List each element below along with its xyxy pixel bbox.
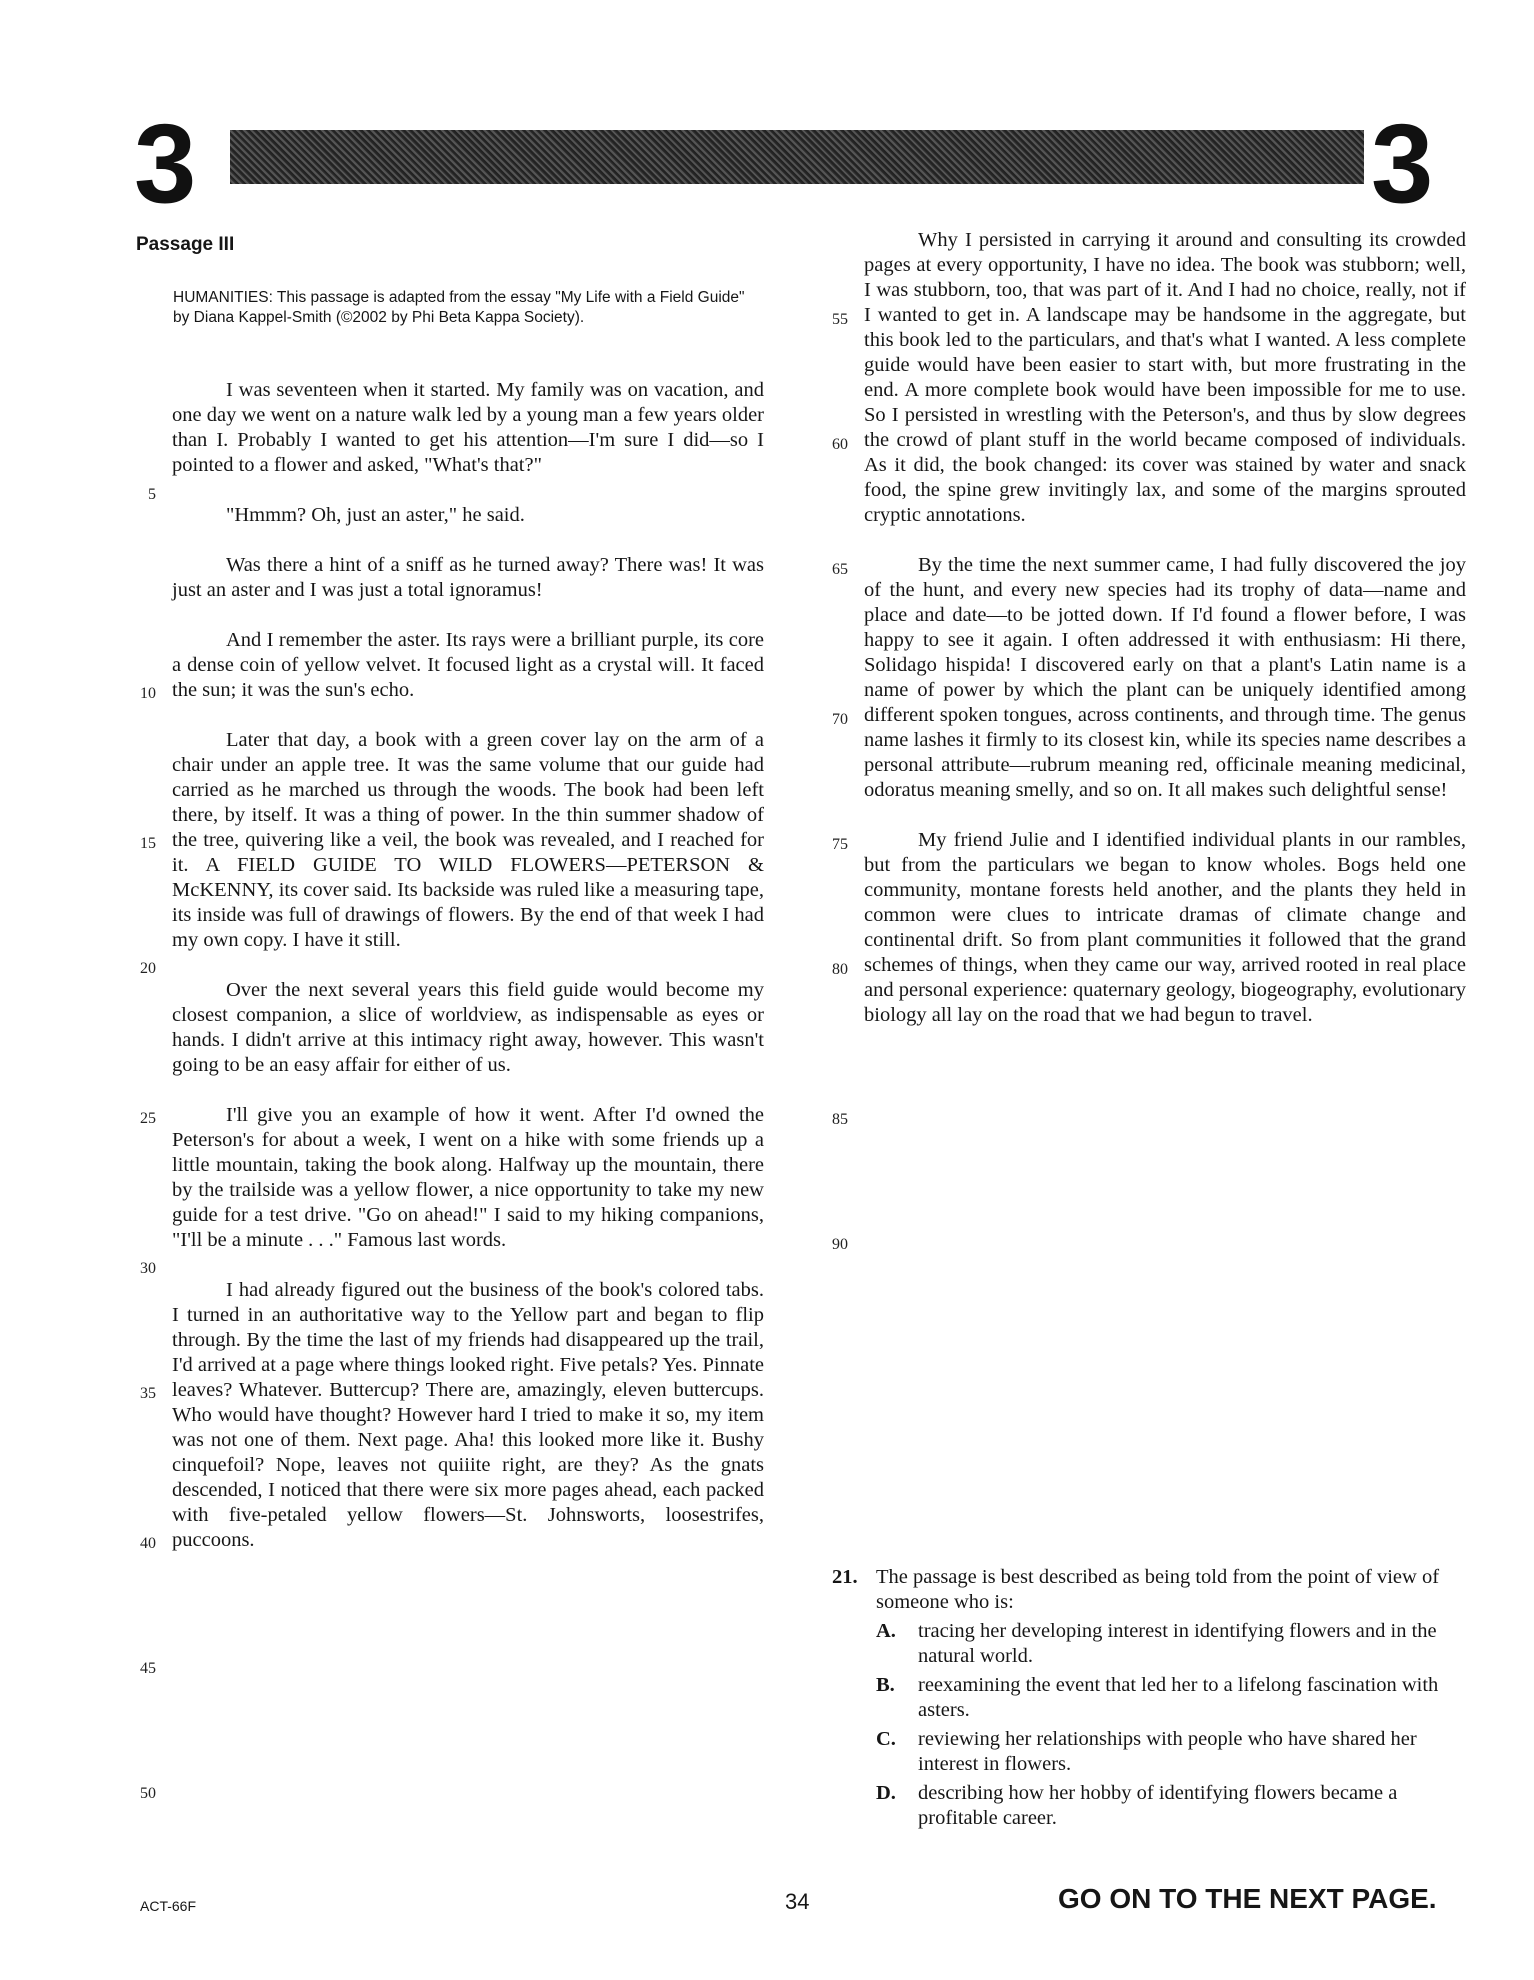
line-number: 65	[832, 561, 848, 578]
line-number: 15	[140, 835, 156, 852]
passage-paragraph: Over the next several years this field guide would become my closest companion, a slice of worldview, as indispensable as eyes or hands. I didn't arrive at this intimacy right away, however. This wasn't going to be an easy affair for either of us.	[172, 979, 764, 1076]
line-number: 75	[832, 836, 848, 853]
line-number: 25	[140, 1110, 156, 1127]
passage-paragraph: I'll give you an example of how it went. After I'd owned the Peterson's for about a week, I went on a hike with some friends up a little mountain, taking the book along. Halfway up the mountain, there by the trailside was a yellow flower, a nice opportunity to take my new guide for a test drive. "Go on ahead!" I said to my hiking companions, "I'll be a minute . . ." Famous last words.	[172, 1104, 764, 1251]
line-number: 35	[140, 1385, 156, 1402]
answer-choice-c[interactable]	[876, 1727, 1472, 1777]
passage-intro: HUMANITIES: This passage is adapted from the essay "My Life with a Field Guide" by Diana Kappel-Smith (©2002 by Phi Beta Kappa Society).	[173, 289, 745, 326]
go-on-next-page: GO ON TO THE NEXT PAGE.	[1058, 1883, 1437, 1914]
choice-text: reviewing her relationships with people who have shared her interest in flowers.	[918, 1728, 1417, 1775]
line-number: 85	[832, 1111, 848, 1128]
choice-text: reexamining the event that led her to a lifelong fascination with asters.	[918, 1674, 1439, 1721]
passage-right-column	[864, 228, 1466, 1028]
line-number: 45	[140, 1660, 156, 1677]
section-number-right: 3	[1371, 101, 1434, 226]
passage-left-column	[172, 378, 764, 1553]
line-number: 20	[140, 960, 156, 977]
line-number: 55	[832, 311, 848, 328]
question-stem: The passage is best described as being told from the point of view of someone who is:	[876, 1566, 1440, 1613]
answer-choice-d[interactable]	[876, 1781, 1472, 1831]
passage-paragraph: Later that day, a book with a green cover lay on the arm of a chair under an apple tree. It was the same volume that our guide had carried as he marched us through the woods. The book had been left there, by itself. It was a thing of power. In the thin summer shadow of the tree, quivering like a veil, the book was revealed, and I reached for it. A FIELD GUIDE TO WILD FLOWERS—PETERSON & McKENNY, its cover said. Its backside was ruled like a measuring tape, its inside was full of drawings of flowers. By the end of that week I had my own copy. I have it still.	[172, 729, 764, 951]
line-number: 80	[832, 961, 848, 978]
choice-letter: D.	[876, 1782, 896, 1804]
answer-choice-a[interactable]	[876, 1619, 1472, 1669]
passage-paragraph: Was there a hint of a sniff as he turned away? There was! It was just an aster and I was just a total ignoramus!	[172, 554, 764, 601]
form-code: ACT-66F	[140, 1898, 197, 1914]
passage-paragraph: By the time the next summer came, I had fully discovered the joy of the hunt, and every new species had its trophy of data—name and place and date—to be jotted down. If I'd found a flower before, I was happy to see it again. I often addressed it with enthusiasm: Hi there, Solidago hispida! I discovered early on that a plant's Latin name is a name of power by which the plant can be uniquely identified among different spoken tongues, across continents, and through time. The genus name lashes it firmly to its closest kin, while its species name describes a personal attribute—rubrum meaning red, officinale meaning medicinal, odoratus meaning smelly, and so on. It all makes such delightful sense!	[864, 554, 1466, 801]
passage-paragraph: My friend Julie and I identified individual plants in our rambles, but from the particulars we began to know wholes. Bogs held one community, montane forests held another, and the plants they held in common were clues to intricate dramas of climate change and continental drift. So from plant communities it followed that the grand schemes of things, when they came our way, arrived rooted in real place and personal experience: quaternary geology, biogeography, evolutionary biology all lay on the road that we had begun to travel.	[864, 829, 1466, 1026]
question-number: 21.	[832, 1566, 858, 1588]
choice-letter: C.	[876, 1728, 896, 1750]
question-21	[832, 1565, 1472, 1831]
line-number: 30	[140, 1260, 156, 1277]
passage-title: Passage III	[136, 234, 235, 255]
choice-letter: B.	[876, 1674, 895, 1696]
page-number: 34	[785, 1889, 810, 1914]
passage-paragraph: I was seventeen when it started. My family was on vacation, and one day we went on a nature walk led by a young man a few years older than I. Probably I wanted to get his attention—I'm sure I did—so I pointed to a flower and asked, "What's that?"	[172, 379, 765, 476]
passage-paragraph: I had already figured out the business of the book's colored tabs. I turned in an authoritative way to the Yellow part and began to flip through. By the time the last of my friends had disappeared up the trail, I'd arrived at a page where things looked right. Five petals? Yes. Pinnate leaves? Whatever. Buttercup? There are, amazingly, eleven buttercups. Who would have thought? However hard I tried to make it so, my item was not one of them. Next page. Aha! this looked more like it. Bushy cinquefoil? Nope, leaves not quiiite right, are they? As the gnats descended, I noticed that there were six more pages ahead, each packed with five-petaled yellow flowers—St. Johnsworts, loosestrifes, puccoons.	[172, 1279, 764, 1551]
choice-letter: A.	[876, 1620, 896, 1642]
section-header-bar	[230, 130, 1364, 184]
line-number: 70	[832, 711, 848, 728]
line-number: 60	[832, 436, 848, 453]
line-number: 40	[140, 1535, 156, 1552]
choice-text: describing how her hobby of identifying flowers became a profitable career.	[918, 1782, 1398, 1829]
line-number: 90	[832, 1236, 848, 1253]
line-number: 10	[140, 685, 156, 702]
line-number: 5	[148, 486, 156, 503]
answer-choice-b[interactable]	[876, 1673, 1472, 1723]
passage-paragraph: "Hmmm? Oh, just an aster," he said.	[226, 504, 525, 526]
passage-paragraph: Why I persisted in carrying it around and consulting its crowded pages at every opportunity, I have no idea. The book was stubborn; well, I was stubborn, too, that was part of it. And I had no choice, really, not if I wanted to get in. A landscape may be handsome in the aggregate, but this book led to the particulars, and that's what I wanted. A less complete guide would have been easier to start with, but more frustrating in the end. A more complete book would have been impossible for me to use. So I persisted in wrestling with the Peterson's, and thus by slow degrees the crowd of plant stuff in the world became composed of individuals. As it did, the book changed: its cover was stained by water and snack food, the spine grew invitingly lax, and some of the margins sprouted cryptic annotations.	[864, 229, 1466, 526]
choice-text: tracing her developing interest in identifying flowers and in the natural world.	[918, 1620, 1437, 1667]
passage-paragraph: And I remember the aster. Its rays were a brilliant purple, its core a dense coin of yellow velvet. It focused light as a crystal will. It faced the sun; it was the sun's echo.	[172, 629, 764, 701]
section-number-left: 3	[134, 101, 197, 226]
line-number: 50	[140, 1785, 156, 1802]
